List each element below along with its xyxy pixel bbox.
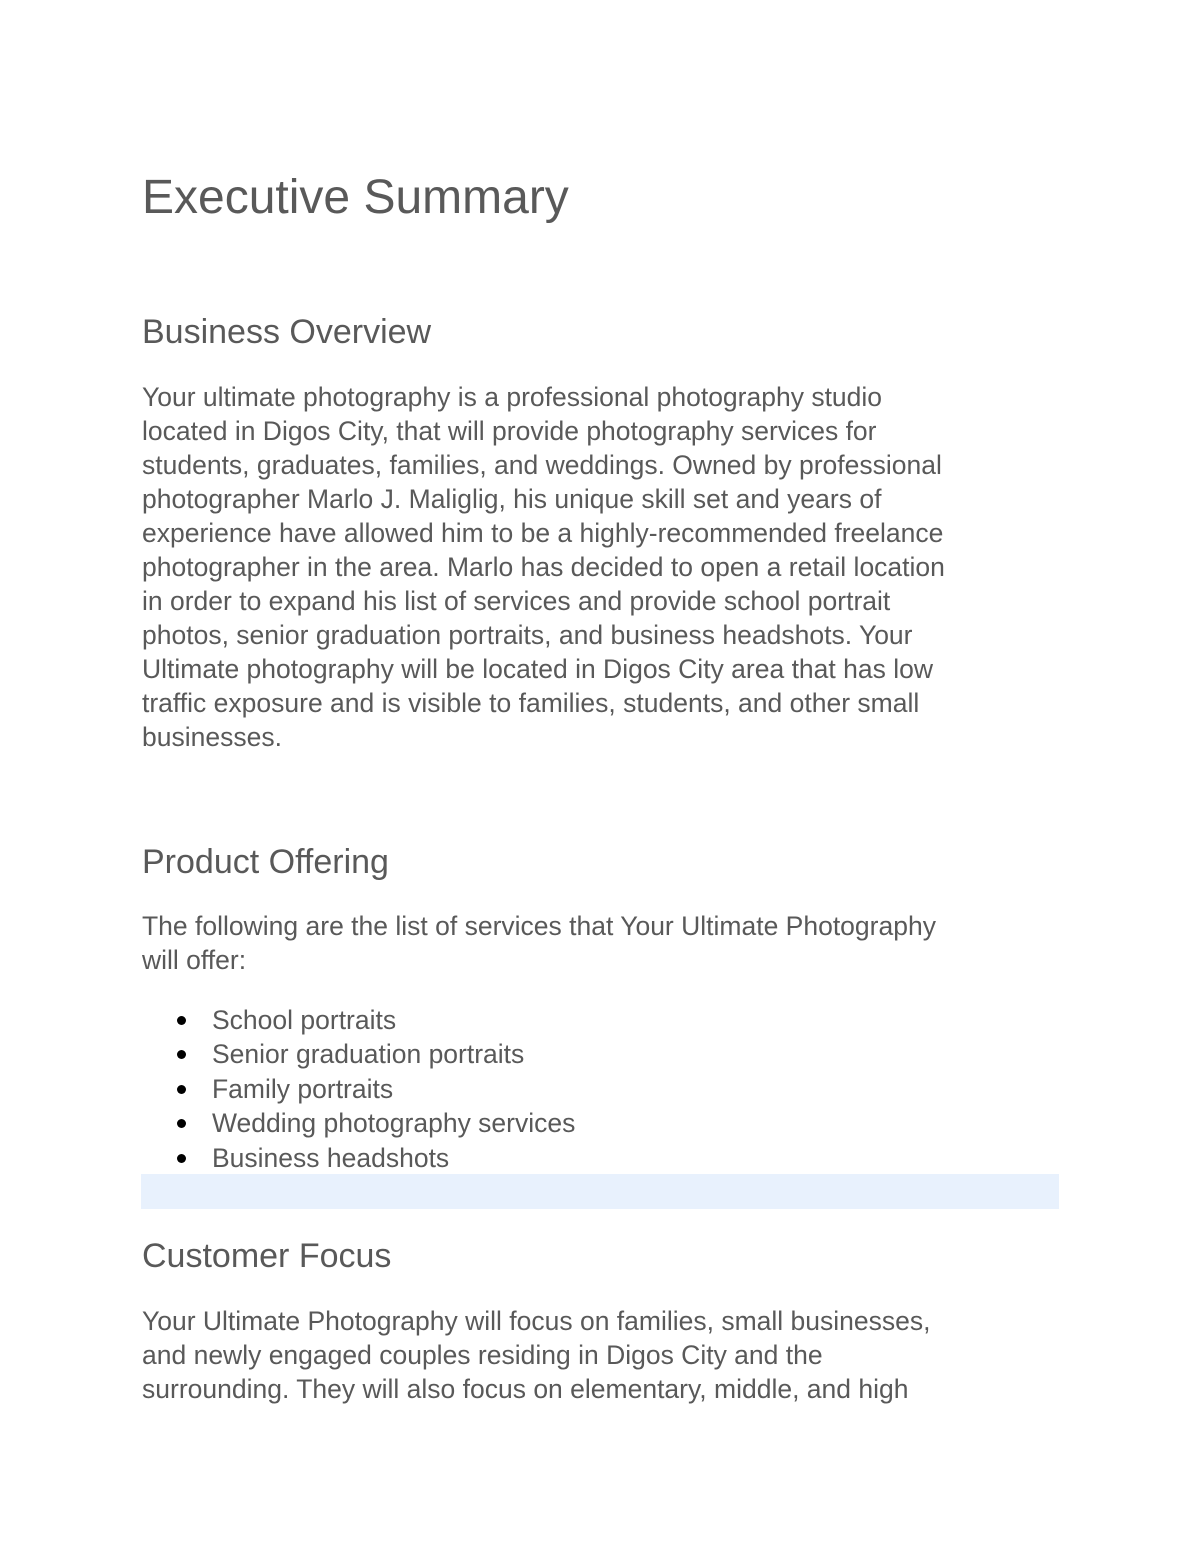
paragraph-line: located in Digos City, that will provide photography services for [142,416,877,446]
list-item [142,1037,575,1071]
list-item-text: Family portraits [212,1073,394,1104]
list-item-text: School portraits [212,1005,397,1035]
list-item-text: Senior graduation portraits [212,1039,525,1070]
paragraph-line: photographer in the area. Marlo has decided to open a retail location [142,552,945,582]
bullet-icon [177,1085,186,1094]
list-item [142,1141,575,1175]
paragraph-line: Your ultimate photography is a professional photography studio [142,382,883,412]
heading-business-overview: Business Overview [142,313,432,351]
bullet-icon [177,1016,186,1025]
product-offering-intro [142,909,1062,977]
list-item [142,1106,575,1140]
services-list [142,1003,575,1175]
bullet-icon [177,1154,186,1163]
paragraph-line: photos, senior graduation portraits, and business headshots. Your [142,620,913,650]
list-item [142,1072,575,1106]
paragraph-line: experience have allowed him to be a highly-recommended freelance [142,518,944,548]
paragraph-line: Your Ultimate Photography will focus on families, small businesses, [142,1306,931,1336]
heading-customer-focus: Customer Focus [142,1237,392,1275]
list-item [142,1003,575,1037]
selection-highlight [141,1174,1059,1209]
paragraph-line: Ultimate photography will be located in Digos City area that has low [142,654,933,684]
list-item-text: Business headshots [212,1142,450,1173]
paragraph-line: The following are the list of services that Your Ultimate Photography [142,911,936,941]
paragraph-line: businesses. [142,722,282,752]
paragraph-line: will offer: [142,945,247,975]
paragraph-line: photographer Marlo J. Maliglig, his unique skill set and years of [142,484,882,514]
bullet-icon [177,1050,186,1059]
paragraph-line: surrounding. They will also focus on elementary, middle, and high [142,1374,909,1404]
business-overview-paragraph [142,380,1062,754]
paragraph-line: students, graduates, families, and weddings. Owned by professional [142,450,942,480]
paragraph-line: and newly engaged couples residing in Digos City and the [142,1340,823,1370]
customer-focus-paragraph [142,1304,1062,1406]
bullet-icon [177,1119,186,1128]
paragraph-line: traffic exposure and is visible to families, students, and other small [142,688,920,718]
paragraph-line: in order to expand his list of services and provide school portrait [142,586,891,616]
heading-product-offering: Product Offering [142,843,389,881]
list-item-text: Wedding photography services [212,1108,576,1139]
page-title: Executive Summary [142,171,569,224]
